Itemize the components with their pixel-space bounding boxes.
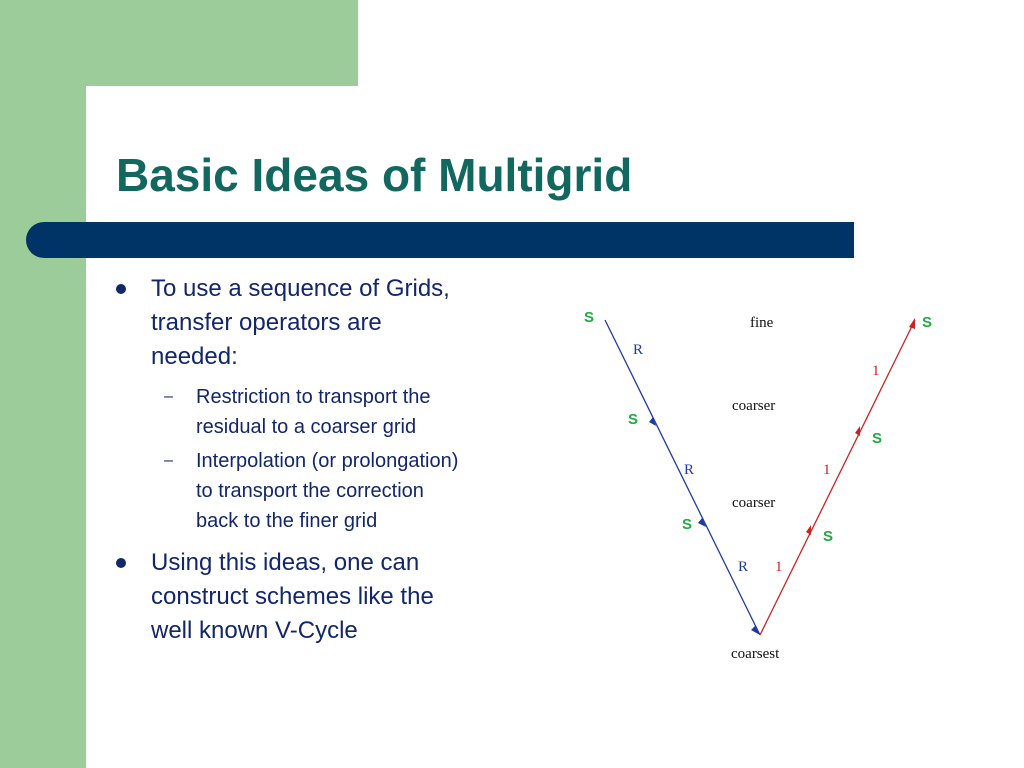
bullet-dot <box>116 558 126 568</box>
arrowhead-up <box>806 525 811 535</box>
bullet-line: To use a sequence of Grids, <box>151 275 450 302</box>
interp-label: 1 <box>823 462 831 478</box>
v-cycle-diagram <box>570 300 960 670</box>
smooth-label: S <box>922 314 933 331</box>
bullet-line: needed: <box>151 343 238 370</box>
bullet-item <box>110 546 540 648</box>
title-divider-bar <box>26 222 854 258</box>
sub-bullet-line: Interpolation (or prolongation) <box>196 450 459 472</box>
level-label-coarser: coarser <box>732 398 776 414</box>
sub-bullet-line: Restriction to transport the <box>196 386 431 408</box>
restrict-label: R <box>684 462 695 478</box>
bullet-item <box>110 272 540 374</box>
sub-bullet-dash: – <box>164 452 173 469</box>
restrict-label: R <box>633 342 644 358</box>
smooth-label: S <box>682 516 693 533</box>
interpolation-path <box>760 320 915 635</box>
arrowhead-down <box>751 626 760 635</box>
sub-bullet-item <box>110 382 540 442</box>
sub-bullet-dash: – <box>164 388 173 405</box>
bullet-line: Using this ideas, one can <box>151 549 420 576</box>
smooth-label: S <box>628 411 639 428</box>
restrict-label: R <box>738 559 749 575</box>
smooth-label: S <box>584 309 595 326</box>
sub-bullet-line: residual to a coarser grid <box>196 416 417 438</box>
sub-bullet-line: back to the finer grid <box>196 510 378 532</box>
bullet-dot <box>116 284 126 294</box>
restriction-path <box>605 320 760 635</box>
smooth-label: S <box>823 528 834 545</box>
interp-label: 1 <box>872 363 880 379</box>
bullet-line: construct schemes like the <box>151 583 434 610</box>
level-label-fine: fine <box>750 315 774 331</box>
bullet-line: transfer operators are <box>151 309 382 336</box>
arrowhead-up <box>855 426 860 436</box>
level-label-coarsest: coarsest <box>731 646 780 662</box>
sub-bullet-item <box>110 446 540 536</box>
level-label-coarser: coarser <box>732 495 776 511</box>
green-top-band <box>0 0 358 86</box>
bullet-list <box>110 272 540 656</box>
slide-title: Basic Ideas of Multigrid <box>116 149 633 201</box>
sub-bullet-line: to transport the correction <box>196 480 424 502</box>
smooth-label: S <box>872 430 883 447</box>
interp-label: 1 <box>775 559 783 575</box>
arrowhead-up <box>909 318 915 329</box>
bullet-line: well known V-Cycle <box>151 617 358 644</box>
green-left-band <box>0 0 86 768</box>
